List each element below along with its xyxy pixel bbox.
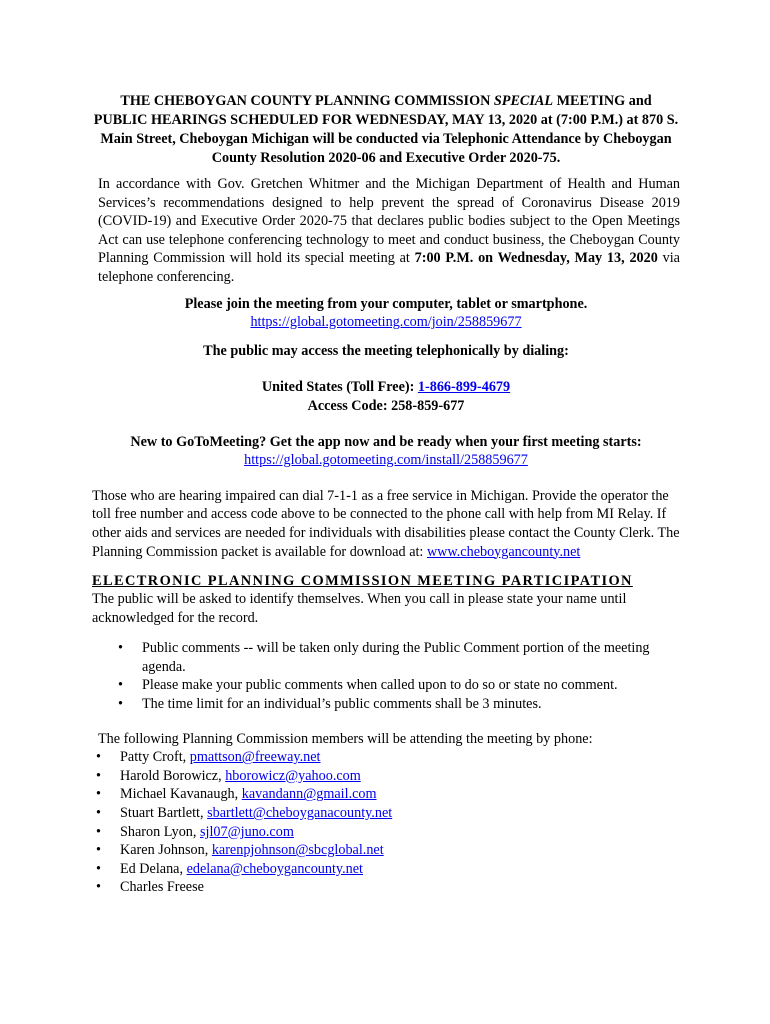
list-item: • Stuart Bartlett, sbartlett@cheboyganacounty.net [96, 805, 393, 822]
list-item: • The time limit for an individual’s public comments shall be 3 minutes. [118, 696, 542, 713]
meeting-time: 7:00 P.M. on Wednesday, May 13, 2020 [414, 250, 658, 267]
county-website-link[interactable]: www.cheboygancounty.net [426, 543, 581, 560]
join-link[interactable]: https://global.gotomeeting.com/join/258859677 [250, 314, 522, 331]
participation-section-title: ELECTRONIC PLANNING COMMISSION MEETING PARTICIPATION [92, 573, 633, 590]
list-item: • Public comments -- will be taken only during the Public Comment portion of the meeting agenda. [118, 640, 650, 675]
list-item: • Please make your public comments when called upon to do so or state no comment. [118, 677, 618, 694]
special-emphasis: SPECIAL [493, 93, 554, 109]
bullet-icon: • [96, 842, 101, 859]
participation-text: The public will be asked to identify themselves. When you call in please state your name until acknowledged for the record. [92, 591, 627, 626]
members-intro: The following Planning Commission members will be attending the meeting by phone: [98, 730, 593, 747]
notice-heading: THE CHEBOYGAN COUNTY PLANNING COMMISSION SPECIAL MEETING and PUBLIC HEARINGS SCHEDULED FOR WEDNESDAY, MAY 13, 2020 at (7:00 P.M.) at 870 S. Main Street, Cheboygan Michigan will be conducted via Telephonic Attendance by Cheboygan County Resolution 2020-06 and Executive Order 2020-75. [93, 93, 679, 166]
document-page [92, 92, 680, 897]
list-item: • Patty Croft, pmattson@freeway.net [96, 749, 321, 766]
toll-free-number-link[interactable]: 1-866-899-4679 [417, 379, 511, 396]
list-item: • Sharon Lyon, sjl07@juno.com [96, 823, 294, 840]
bullet-icon: • [118, 696, 123, 713]
member-email-link[interactable]: pmattson@freeway.net [189, 749, 321, 766]
intro-paragraph: In accordance with Gov. Gretchen Whitmer and the Michigan Department of Health and Human Services’s recommendations designed to help prevent the spread of Coronavirus Disease 2019 (COVID-19) and Executive Order 2020-75 that declares public bodies subject to the Open Meetings Act can use telephone conferencing technology to meet and conduct business, the Cheboygan County Planning Commission will hold its special meeting at 7:00 P.M. on Wednesday, May 13, 2020 via telephone conferencing. [98, 176, 680, 285]
bullet-icon: • [118, 677, 123, 694]
member-email-link[interactable]: sjl07@juno.com [200, 823, 294, 840]
access-code: Access Code: 258-859-677 [307, 397, 465, 414]
toll-free-line: United States (Toll Free): 1-866-899-4679 [261, 379, 511, 396]
member-email-link[interactable]: sbartlett@cheboyganacounty.net [207, 805, 393, 822]
list-item: • Charles Freese [96, 879, 204, 896]
join-title: Please join the meeting from your computer, tablet or smartphone. [184, 295, 588, 312]
list-item: • Harold Borowicz, hborowicz@yahoo.com [96, 767, 361, 784]
bullet-icon: • [96, 805, 101, 822]
bullet-icon: • [96, 823, 101, 840]
bullet-icon: • [118, 640, 123, 657]
install-link[interactable]: https://global.gotomeeting.com/install/258859677 [244, 452, 528, 469]
bullet-icon: • [96, 749, 101, 766]
participation-rules-list [112, 639, 680, 713]
bullet-icon: • [96, 786, 101, 803]
list-item: • Michael Kavanaugh, kavandann@gmail.com [96, 786, 377, 803]
bullet-icon: • [96, 767, 101, 784]
member-email-link[interactable]: karenpjohnson@sbcglobal.net [211, 842, 384, 859]
bullet-icon: • [96, 879, 101, 896]
bullet-icon: • [96, 860, 101, 877]
hearing-impaired-paragraph: Those who are hearing impaired can dial 7-1-1 as a free service in Michigan. Provide the operator the toll free number and access code above to be connected to the phone call with help from MI Relay. If other aids and services are needed for individuals with disabilities please contact the County Clerk. The Planning Commission packet is available for download at: www.cheboygancounty.net [92, 487, 680, 560]
members-list [92, 748, 680, 897]
member-email-link[interactable]: hborowicz@yahoo.com [225, 767, 361, 784]
member-email-link[interactable]: kavandann@gmail.com [241, 786, 377, 803]
list-item: • Karen Johnson, karenpjohnson@sbcglobal.net [96, 842, 384, 859]
list-item: • Ed Delana, edelana@cheboygancounty.net [96, 860, 363, 877]
member-email-link[interactable]: edelana@cheboygancounty.net [186, 860, 363, 877]
new-gotomeeting-title: New to GoToMeeting? Get the app now and be ready when your first meeting starts: [130, 433, 642, 450]
dial-title: The public may access the meeting telephonically by dialing: [203, 342, 569, 359]
